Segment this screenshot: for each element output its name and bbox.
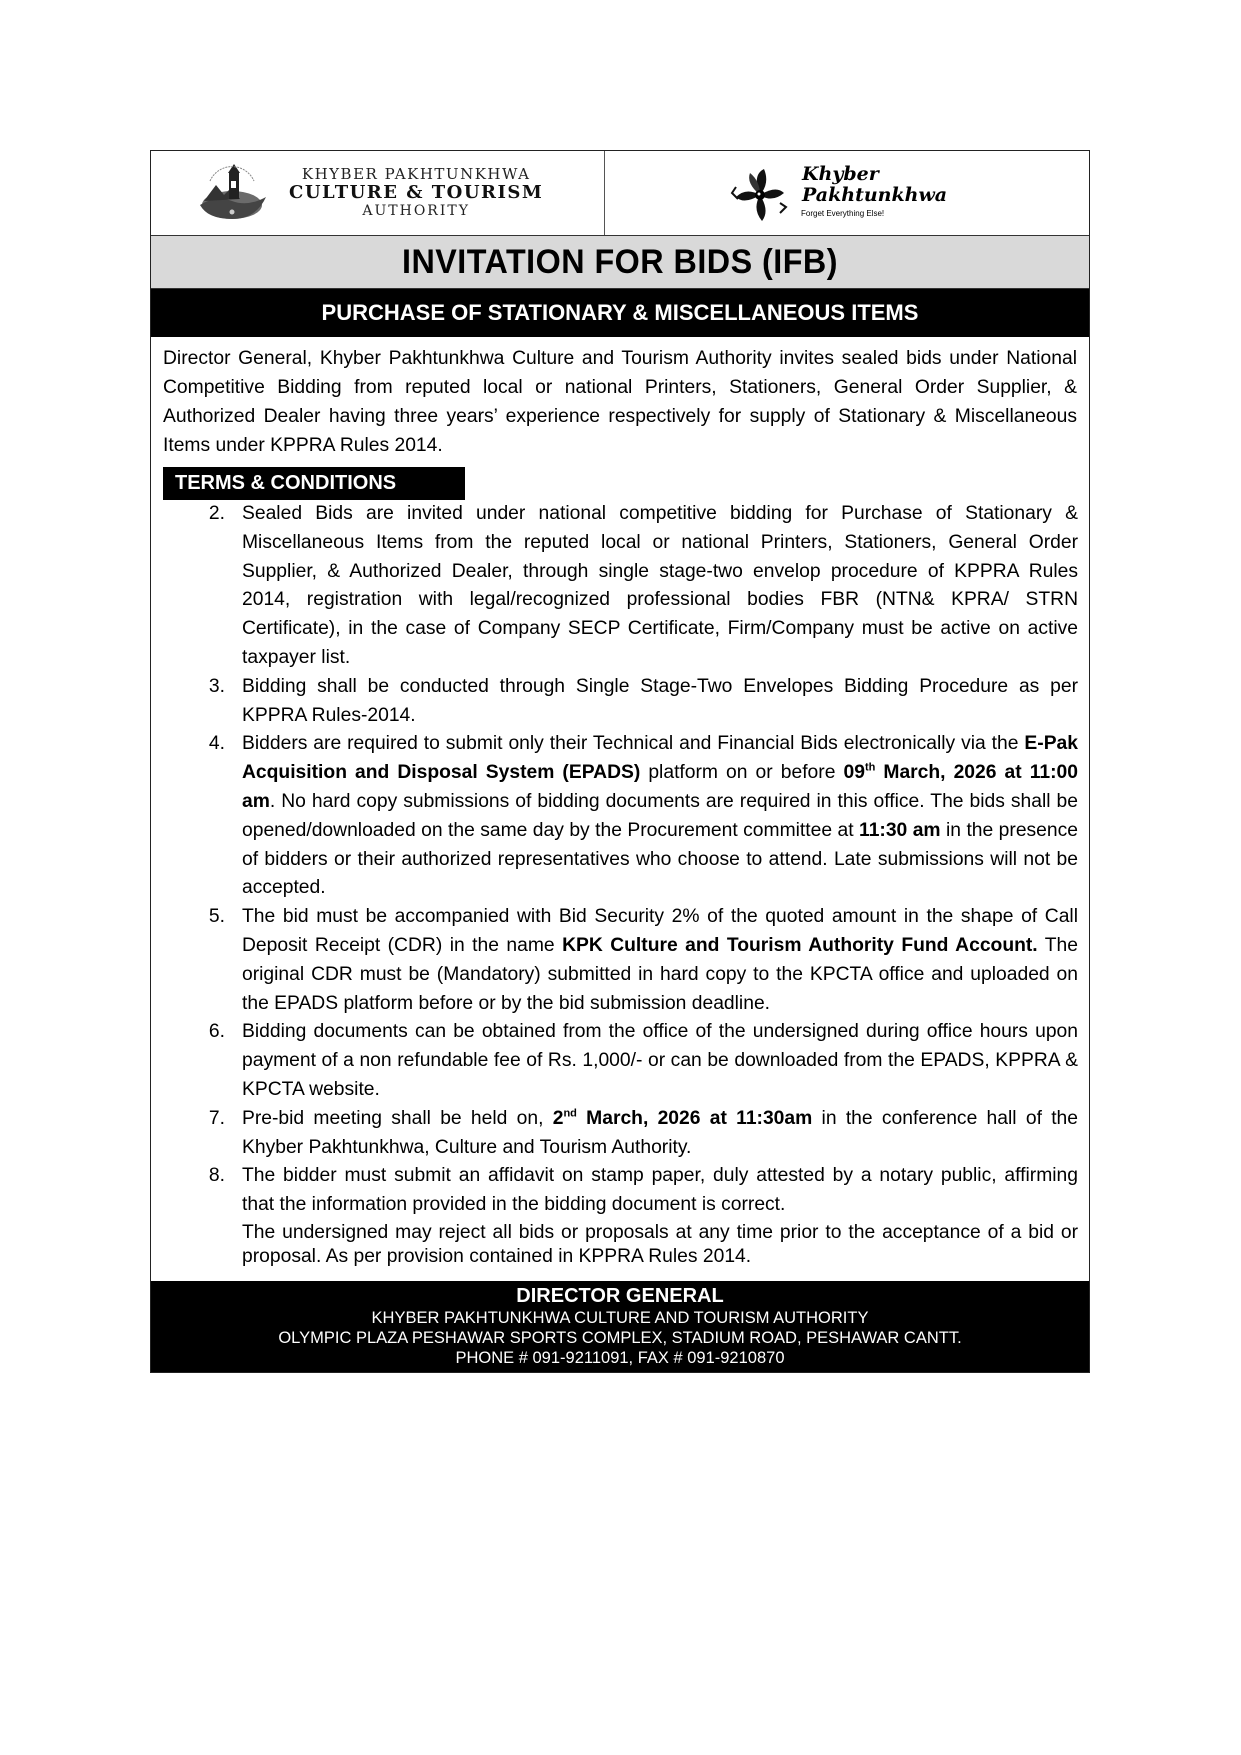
item-text-part: platform on or before bbox=[640, 762, 844, 784]
closing-note: The undersigned may reject all bids or proposals at any time prior to the acceptance of a bid or proposal. As per provision contained in KPPRA Rules 2014. bbox=[242, 1221, 1078, 1267]
prebid-day-suffix: nd bbox=[563, 1107, 577, 1120]
kp-logo-cell bbox=[605, 151, 1089, 235]
footer-address: OLYMPIC PLAZA PESHAWAR SPORTS COMPLEX, STADIUM ROAD, PESHAWAR CANTT. bbox=[278, 1328, 962, 1347]
item-text bbox=[233, 903, 1078, 1018]
title-band bbox=[151, 236, 1089, 289]
submission-day-suffix: th bbox=[864, 761, 876, 774]
kp-brand-name bbox=[802, 165, 947, 218]
authority-line2: CULTURE & TOURISM bbox=[289, 182, 544, 203]
prebid-date-time: March, 2026 at 11:30am bbox=[576, 1107, 813, 1129]
item-text-part: . No hard copy submissions of bidding documents are required in this office. The bids shall be opened/downloaded on the same day by the Procurement committee at bbox=[242, 790, 1078, 841]
item-text-part: Bidders are required to submit only their Technical and Financial Bids electronically via the bbox=[242, 733, 1025, 755]
list-item bbox=[151, 1018, 1078, 1104]
footer-contact: PHONE # 091-9211091, FAX # 091-9210870 bbox=[455, 1348, 785, 1367]
item-number: 3. bbox=[208, 675, 225, 697]
list-item bbox=[151, 500, 1078, 673]
prebid-day: 2 bbox=[552, 1107, 564, 1129]
list-item bbox=[151, 1162, 1078, 1220]
kp-brand-line2: Pakhtunkhwa bbox=[802, 184, 948, 206]
terms-heading-wrap bbox=[151, 460, 1089, 500]
epads-system-name: E-Pak Acquisition and Disposal System (EPADS) bbox=[242, 733, 1078, 784]
culture-tourism-authority-emblem-icon bbox=[196, 161, 268, 223]
footer-title: DIRECTOR GENERAL bbox=[516, 1284, 724, 1307]
kp-brand-tagline: Forget Everything Else! bbox=[801, 209, 885, 218]
authority-logo-cell bbox=[151, 151, 605, 235]
item-text-part: The original CDR must be (Mandatory) submitted in hard copy to the KPCTA office and uploaded on the EPADS platform before or by the bid submission deadline. bbox=[242, 934, 1078, 1014]
submission-day: 09 bbox=[843, 762, 865, 784]
item-text: Sealed Bids are invited under national competitive bidding for Purchase of Stationary & Miscellaneous Items from the reputed local or national Printers, Stationers, General Order Supplier, & Authorized Dealer, through single stage-two envelop procedure of KPPRA Rules 2014, registration with legal/recognized professional bodies FBR (NTN& KPRA/ STRN Certificate), in the case of Company SECP Certificate, Firm/Company must be active on active taxpayer list. bbox=[242, 503, 1078, 668]
item-text-part: in the conference hall of the Khyber Pakhtunkhwa, Culture and Tourism Authority. bbox=[242, 1107, 1078, 1158]
authority-line1: KHYBER PAKHTUNKHWA bbox=[301, 165, 531, 183]
page-subtitle: PURCHASE OF STATIONARY & MISCELLANEOUS ITEMS bbox=[321, 300, 919, 325]
authority-name bbox=[289, 167, 543, 218]
item-number: 6. bbox=[208, 1021, 225, 1043]
item-text-part: Pre-bid meeting shall be held on, bbox=[242, 1107, 553, 1129]
footer-band bbox=[151, 1281, 1089, 1372]
terms-heading: TERMS & CONDITIONS bbox=[163, 467, 465, 500]
item-text: The bidder must submit an affidavit on stamp paper, duly attested by a notary public, affirming that the information provided in the bidding document is correct. bbox=[242, 1165, 1078, 1216]
item-number: 7. bbox=[208, 1107, 225, 1129]
intro-paragraph: Director General, Khyber Pakhtunkhwa Culture and Tourism Authority invites sealed bids under National Competitive Bidding from reputed local or national Printers, Stationers, General Order Supplier, & Authorized Dealer having three years’ experience respectively for supply of Stationary & Miscellaneous Items under KPPRA Rules 2014. bbox=[163, 348, 1077, 456]
logo-header bbox=[151, 151, 1089, 236]
item-text: Bidding shall be conducted through Single Stage-Two Envelopes Bidding Procedure as per KPPRA Rules-2014. bbox=[242, 675, 1078, 726]
item-text bbox=[233, 1105, 1078, 1163]
opening-time: 11:30 am bbox=[859, 819, 941, 841]
terms-list bbox=[151, 500, 1089, 1220]
list-item bbox=[151, 1105, 1078, 1163]
list-item bbox=[151, 673, 1078, 731]
kp-flower-logo-icon bbox=[730, 165, 790, 225]
item-text-part: The bid must be accompanied with Bid Security 2% of the quoted amount in the shape of Call Deposit Receipt (CDR) in the name bbox=[242, 906, 1078, 956]
list-item bbox=[151, 903, 1078, 1018]
item-number: 4. bbox=[208, 733, 225, 755]
subtitle-band bbox=[151, 289, 1089, 337]
item-text bbox=[233, 730, 1078, 903]
submission-date-time: March, 2026 at 11:00 am bbox=[242, 762, 1078, 812]
fund-account-name: KPK Culture and Tourism Authority Fund Account. bbox=[562, 934, 1038, 956]
item-text: Bidding documents can be obtained from the office of the undersigned during office hours upon payment of a non refundable fee of Rs. 1,000/- or can be downloaded from the EPADS, KPPRA & KPCTA website. bbox=[242, 1021, 1078, 1100]
footer-line1: KHYBER PAKHTUNKHWA CULTURE AND TOURISM AUTHORITY bbox=[371, 1308, 869, 1327]
item-text-part: in the presence of bidders or their authorized representatives who choose to attend. Late submissions will not be accepted. bbox=[242, 819, 1078, 899]
advertisement-frame bbox=[150, 150, 1090, 1373]
item-number: 5. bbox=[208, 906, 225, 928]
list-item bbox=[151, 730, 1078, 903]
item-number: 8. bbox=[208, 1165, 225, 1187]
kp-brand-line1: Khyber bbox=[802, 163, 879, 185]
item-number: 2. bbox=[208, 503, 225, 524]
authority-line3: AUTHORITY bbox=[362, 203, 470, 219]
page-title: INVITATION FOR BIDS (IFB) bbox=[402, 243, 838, 281]
closing-note-wrap bbox=[151, 1220, 1089, 1273]
